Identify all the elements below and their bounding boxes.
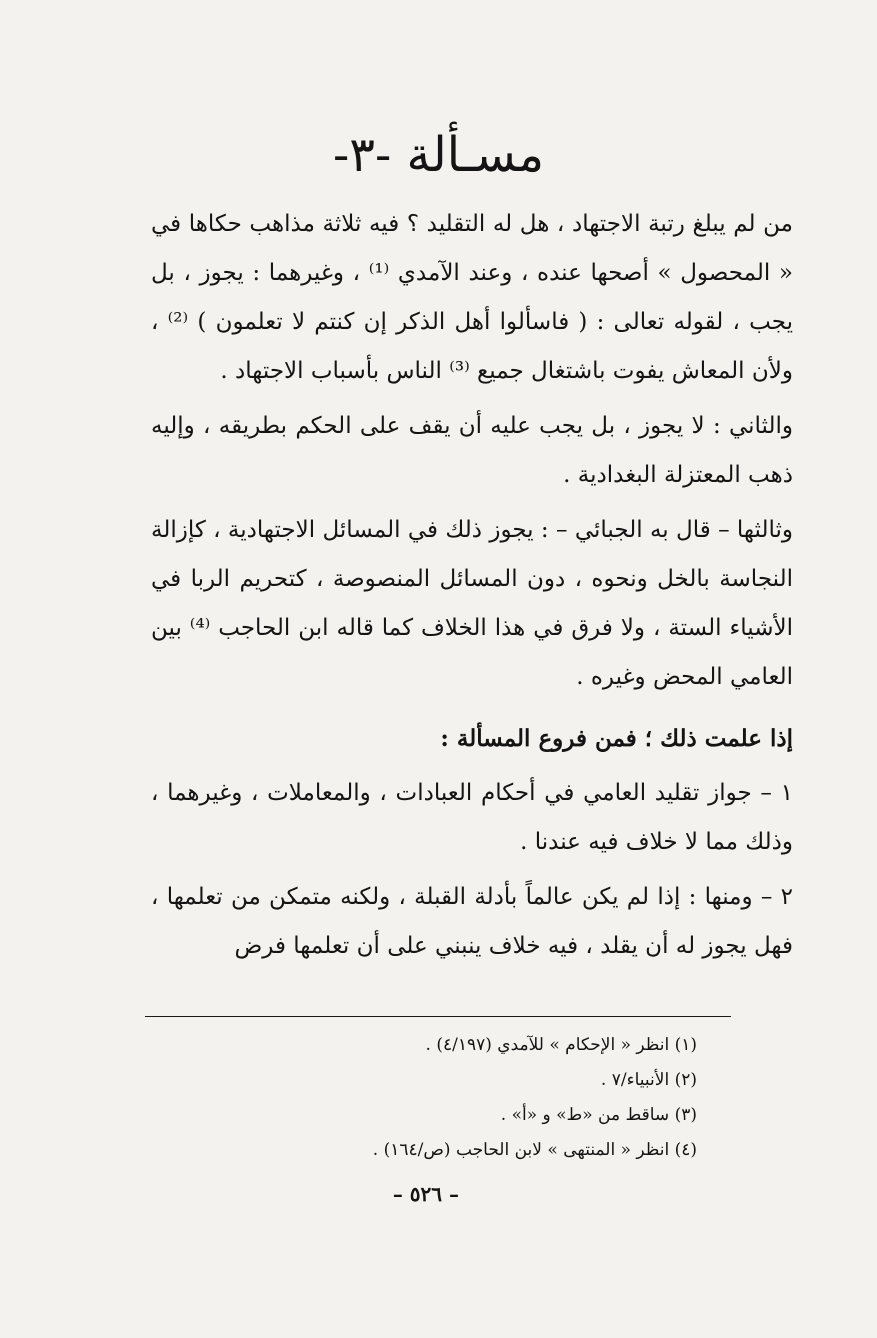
footnotes	[137, 1028, 697, 1168]
paragraph-branch-1: ١ – جواز تقليد العامي في أحكام العبادات ، والمعاملات ، وغيرهما ، وذلك مما لا خلاف فيه عندنا .	[151, 780, 793, 855]
page-title: مسـألة -٣-	[332, 127, 545, 183]
footnote-divider	[145, 1016, 731, 1017]
paragraph-third-opinion: وثالثها – قال به الجبائي – : يجوز ذلك في المسائل الاجتهادية ، كإزالة النجاسة بالخل ونحوه ، دون المسائل المنصوصة ، كتحريم الربا في الأشياء الستة ، ولا فرق في هذا الخلاف كما قاله ابن الحاجب ⁽⁴⁾ بين العامي المحض وغيره .	[151, 517, 793, 690]
paragraph-branch-2: ٢ – ومنها : إذا لم يكن عالماً بأدلة القبلة ، ولكنه متمكن من تعلمها ، فهل يجوز له أن يقلد ، فيه خلاف ينبني على أن تعلمها فرض	[151, 884, 793, 959]
footnote-2: (٢) الأنبياء/٧ .	[600, 1070, 697, 1090]
page-number: – ٥٢٦ –	[392, 1182, 459, 1206]
body-text	[151, 200, 793, 971]
paragraph-second-opinion: والثاني : لا يجوز ، بل يجب عليه أن يقف على الحكم بطريقه ، وإليه ذهب المعتزلة البغدادية .	[151, 413, 793, 488]
footnote-1: (١) انظر « الإحكام » للآمدي (٤/١٩٧) .	[425, 1035, 697, 1055]
paragraph-opinions: من لم يبلغ رتبة الاجتهاد ، هل له التقليد ؟ فيه ثلاثة مذاهب حكاها في « المحصول » أصحها عنده ، وعند الآمدي ⁽¹⁾ ، وغيرهما : يجوز ، بل يجب ، لقوله تعالى : ( فاسألوا أهل الذكر إن كنتم لا تعلمون ) ⁽²⁾ ، ولأن المعاش يفوت باشتغال جميع ⁽³⁾ الناس بأسباب الاجتهاد .	[151, 211, 794, 384]
footnote-4: (٤) انظر « المنتهى » لابن الحاجب (ص/١٦٤) .	[372, 1140, 697, 1160]
paragraph-branches-intro: إذا علمت ذلك ؛ فمن فروع المسألة :	[440, 725, 793, 752]
footnote-3: (٣) ساقط من «ط» و «أ» .	[500, 1105, 697, 1125]
